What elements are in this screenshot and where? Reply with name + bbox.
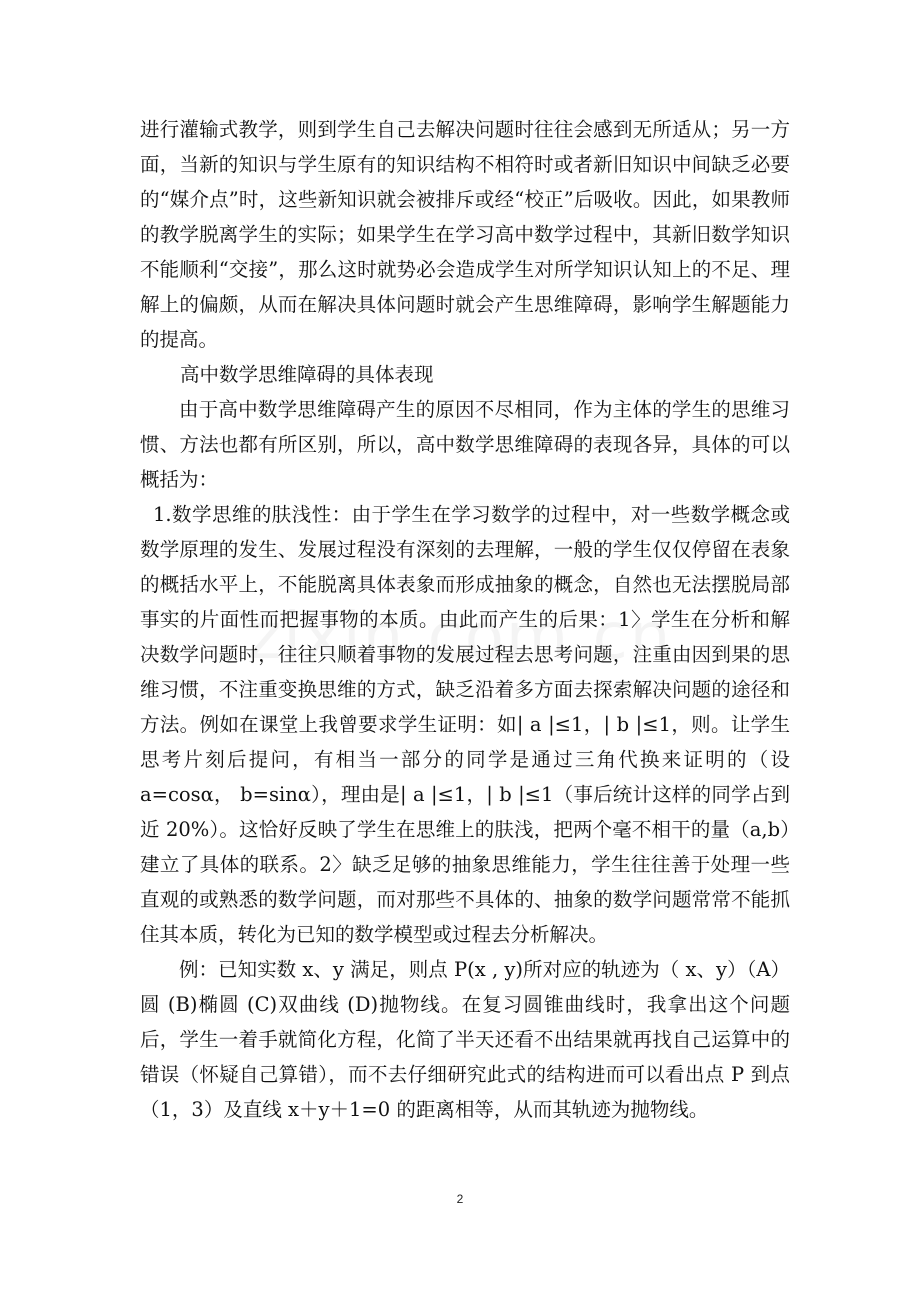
paragraph-example: 例：已知实数 x、y 满足，则点 P(x , y)所对应的轨迹为（ x、y）（A）圆 (B)椭圆 (C)双曲线 (D)抛物线。在复习圆锥曲线时，我拿出这个问题后，学生一着手就简化方程，化简了半天还看不出结果就再找自己运算中的错误（怀疑自己算错），而不去仔细研究此式的结构进而可以看出点 P 到点（1，3）及直线 x＋y＋1=0 的距离相等，从而其轨迹为抛物线。 [140,958,790,1121]
paragraph-point-1: 1.数学思维的肤浅性：由于学生在学习数学的过程中，对一些数学概念或数学原理的发生、发展过程没有深刻的去理解，一般的学生仅仅停留在表象的概括水平上，不能脱离具体表象而形成抽象的概念，自然也无法摆脱局部事实的片面性而把握事物的本质。由此而产生的后果：1〉学生在分析和解决数学问题时，往往只顺着事物的发展过程去思考问题，注重由因到果的思维习惯，不注重变换思维的方式，缺乏沿着多方面去探索解决问题的途径和方法。例如在课堂上我曾要求学生证明：如| a |≤1，| b |≤1，则。让学生思考片刻后提问，有相当一部分的同学是通过三角代换来证明的（设 a=cosα， b=sinα），理由是| a |≤1，| b |≤1（事后统计这样的同学占到近 20%）。这恰好反映了学生在思维上的肤浅，把两个毫不相干的量（a,b）建立了具体的联系。2〉缺乏足够的抽象思维能力，学生往往善于处理一些直观的或熟悉的数学问题，而对那些不具体的、抽象的数学问题常常不能抓住其本质，转化为已知的数学模型或过程去分析解决。 [140,503,790,946]
paragraph-intro: 由于高中数学思维障碍产生的原因不尽相同，作为主体的学生的思维习惯、方法也都有所区别，所以，高中数学思维障碍的表现各异，具体的可以概括为： [140,398,790,491]
paragraph-continuation: 进行灌输式教学，则到学生自己去解决问题时往往会感到无所适从；另一方面，当新的知识与学生原有的知识结构不相符时或者新旧知识中间缺乏必要的“媒介点”时，这些新知识就会被排斥或经“校正”后吸收。因此，如果教师的教学脱离学生的实际；如果学生在学习高中数学过程中，其新旧数学知识不能顺利“交接”，那么这时就势必会造成学生对所学知识认知上的不足、理解上的偏颇，从而在解决具体问题时就会产生思维障碍，影响学生解题能力的提高。 [140,118,790,351]
page-number: 2 [456,1192,464,1206]
document-body [140,112,790,1127]
section-heading: 高中数学思维障碍的具体表现 [180,363,434,386]
